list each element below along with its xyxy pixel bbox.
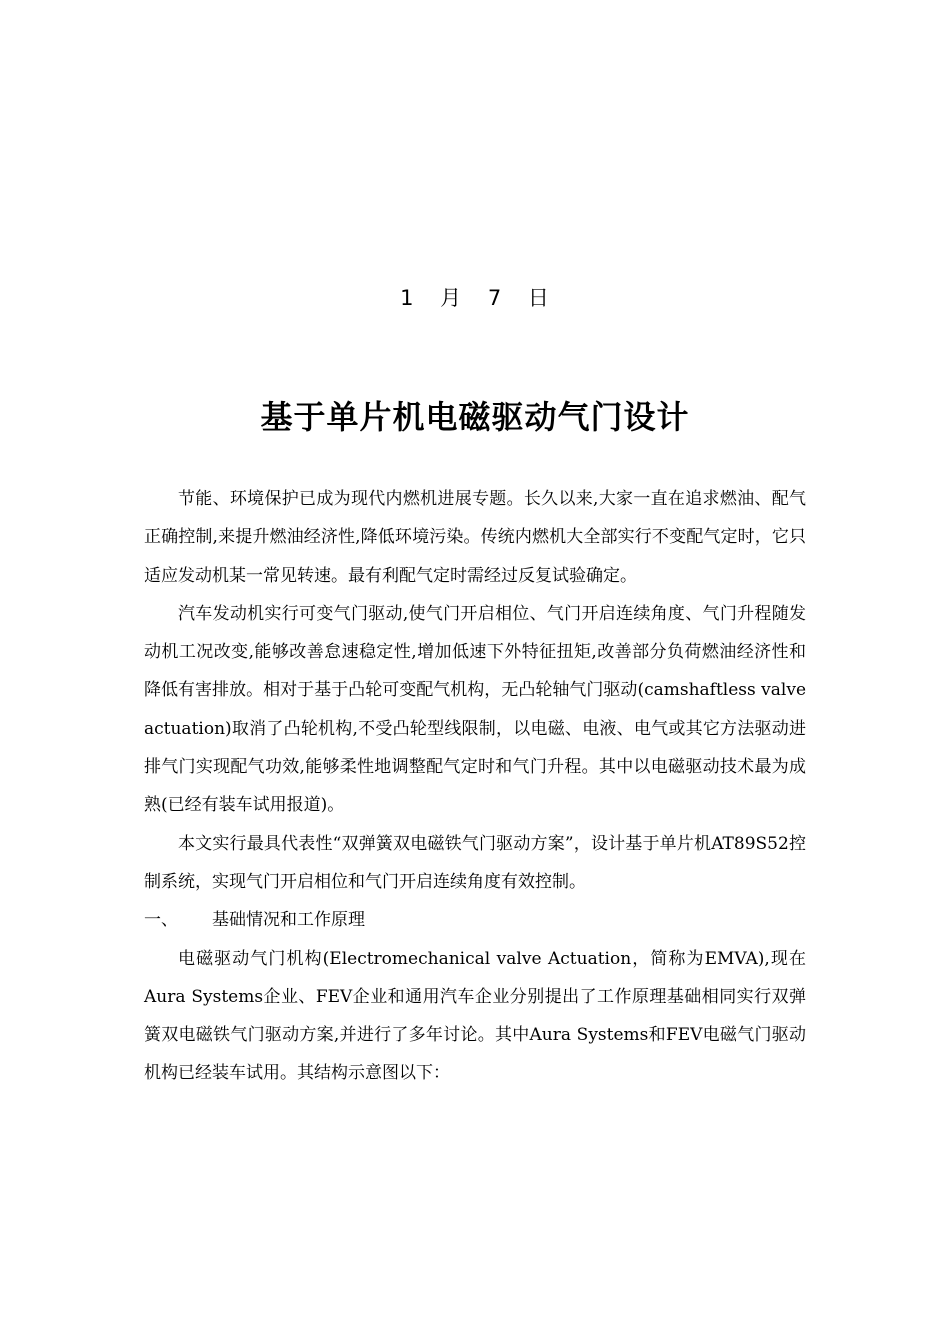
document-body — [144, 480, 806, 1093]
section-heading-text: 基础情况和工作原理 — [212, 910, 365, 931]
date-line: 1 月 7 日 — [400, 286, 550, 310]
paragraph: 本文实行最具代表性“双弹簧双电磁铁气门驱动方案”，设计基于单片机AT89S52控制系统，实现气门开启相位和气门开启连续角度有效控制。 — [144, 833, 806, 892]
paragraph: 汽车发动机实行可变气门驱动,使气门开启相位、气门开启连续角度、气门升程随发动机工况改变,能够改善怠速稳定性,增加低速下外特征扭矩,改善部分负荷燃油经济性和降低有害排放。相对于基于凸轮可变配气机构，无凸轮轴气门驱动(camshaftless valve actuation)取消了凸轮机构,不受凸轮型线限制，以电磁、电液、电气或其它方法驱动进排气门实现配气功效,能够柔性地调整配气定时和气门升程。其中以电磁驱动技术最为成熟(已经有装车试用报道)。 — [144, 603, 806, 816]
document-title: 基于单片机电磁驱动气门设计 — [260, 398, 690, 436]
section-heading — [144, 901, 806, 939]
paragraph: 节能、环境保护已成为现代内燃机进展专题。长久以来,大家一直在追求燃油、配气正确控制,来提升燃油经济性,降低环境污染。传统内燃机大全部实行不变配气定时，它只适应发动机某一常见转速。最有利配气定时需经过反复试验确定。 — [144, 489, 806, 586]
paragraph: 电磁驱动气门机构(Electromechanical valve Actuation，简称为EMVA),现在 Aura Systems企业、FEV企业和通用汽车企业分别提出了工作原理基础相同实行双弹簧双电磁铁气门驱动方案,并进行了多年讨论。其中Aura Systems和FEV电磁气门驱动机构已经装车试用。其结构示意图以下： — [144, 948, 806, 1084]
section-number: 一、 — [144, 910, 178, 931]
